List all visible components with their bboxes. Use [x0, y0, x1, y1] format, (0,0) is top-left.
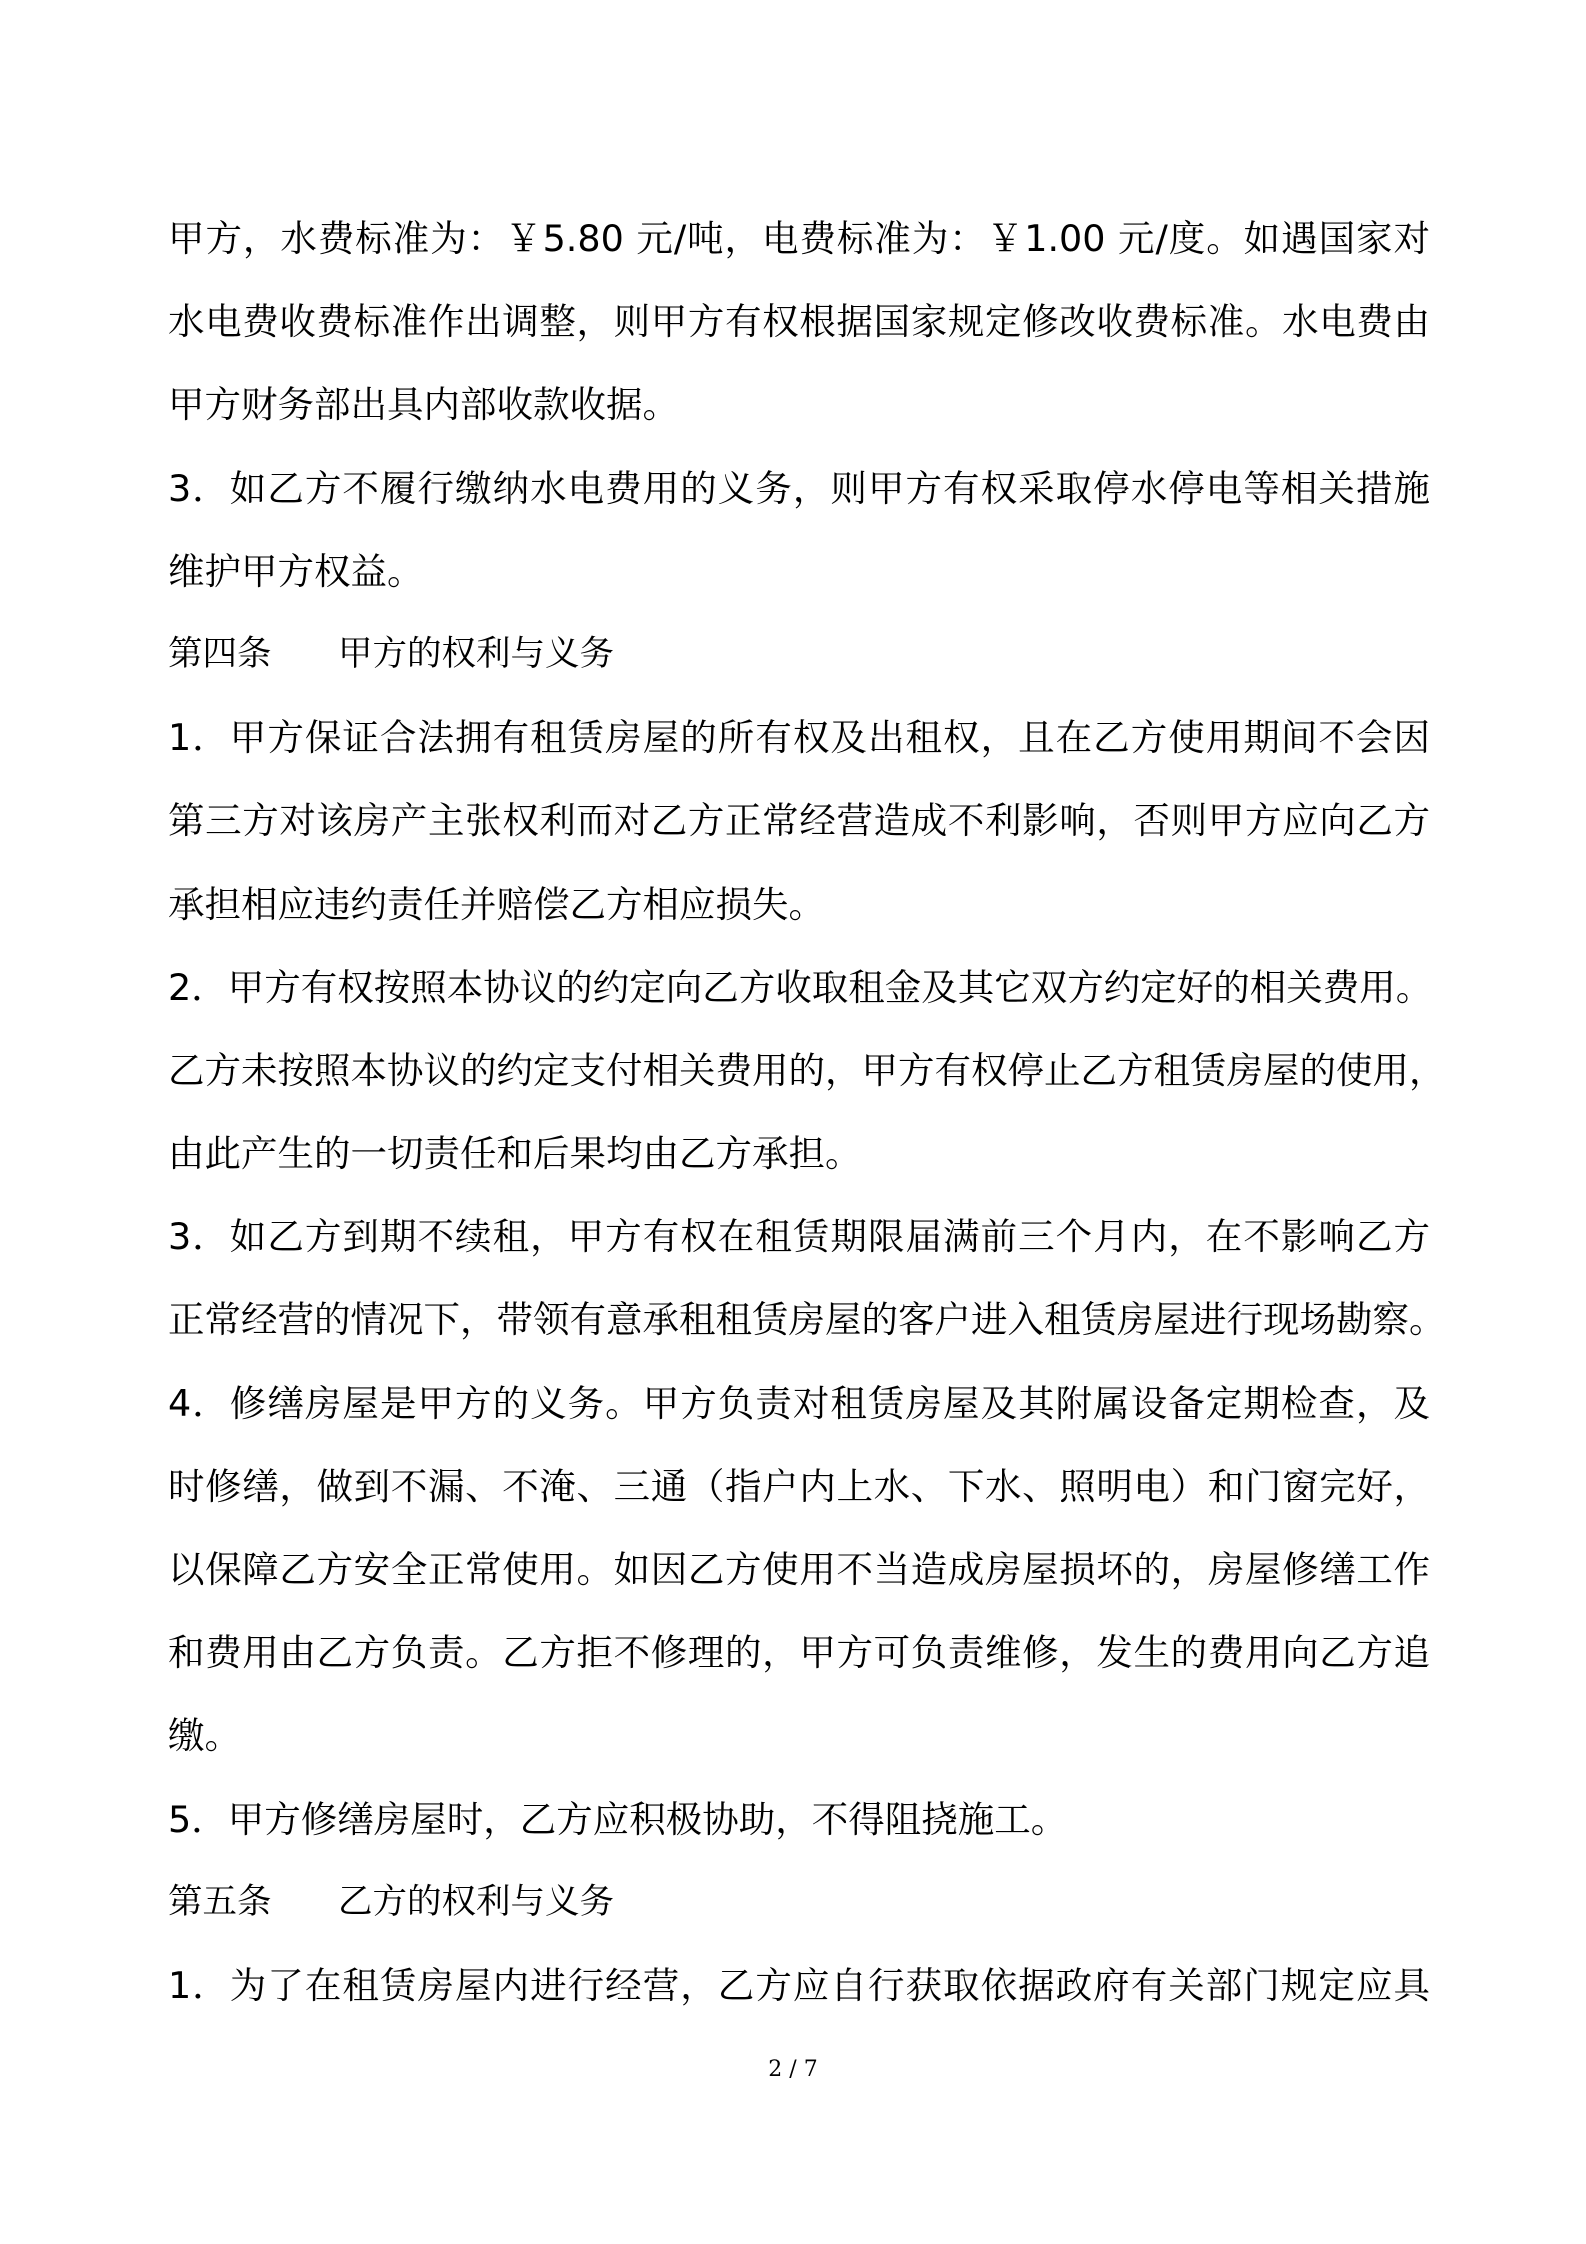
text-line: 1．甲方保证合法拥有租赁房屋的所有权及出租权，且在乙方使用期间不会因: [168, 716, 1430, 760]
text-line: 甲方财务部出具内部收款收据。: [168, 383, 679, 427]
text-line: 第三方对该房产主张权利而对乙方正常经营造成不利影响，否则甲方应向乙方: [168, 799, 1430, 843]
text-line: 由此产生的一切责任和后果均由乙方承担。: [168, 1132, 862, 1176]
text-line: 维护甲方权益。: [168, 549, 424, 593]
article-heading: [168, 1861, 1430, 1944]
article-title: 乙方的权利与义务: [338, 1881, 614, 1922]
text-line: 缴。: [168, 1714, 241, 1758]
text-line: 3．如乙方不履行缴纳水电费用的义务，则甲方有权采取停水停电等相关措施: [168, 466, 1430, 510]
article-number: 第四条: [168, 633, 272, 674]
text-line: 和费用由乙方负责。乙方拒不修理的，甲方可负责维修，发生的费用向乙方追: [168, 1631, 1430, 1675]
text-line: 3．如乙方到期不续租，甲方有权在租赁期限届满前三个月内，在不影响乙方: [168, 1215, 1430, 1259]
article-number: 第五条: [168, 1881, 272, 1922]
text-line: 以保障乙方安全正常使用。如因乙方使用不当造成房屋损坏的，房屋修缮工作: [168, 1548, 1430, 1591]
article-heading: [168, 613, 1430, 696]
text-line: 2．甲方有权按照本协议的约定向乙方收取租金及其它双方约定好的相关费用。: [168, 965, 1433, 1009]
text-line: 5．甲方修缮房屋时，乙方应积极协助，不得阻挠施工。: [168, 1797, 1068, 1841]
text-line: 时修缮，做到不漏、不淹、三通（指户内上水、下水、照明电）和门窗完好，: [168, 1464, 1430, 1508]
text-line: 正常经营的情况下，带领有意承租租赁房屋的客户进入租赁房屋进行现场勘察。: [168, 1298, 1446, 1342]
text-line: 4．修缮房屋是甲方的义务。甲方负责对租赁房屋及其附属设备定期检查，及: [168, 1381, 1430, 1425]
page-number: 2 / 7: [768, 2057, 818, 2082]
text-line: 乙方未按照本协议的约定支付相关费用的，甲方有权停止乙方租赁房屋的使用，: [168, 1048, 1446, 1092]
text-line: 甲方，水费标准为：￥5.80 元/吨，电费标准为：￥1.00 元/度。如遇国家对: [168, 217, 1430, 260]
text-line: 承担相应违约责任并赔偿乙方相应损失。: [168, 882, 825, 926]
text-line: 水电费收费标准作出调整，则甲方有权根据国家规定修改收费标准。水电费由: [168, 300, 1430, 344]
document-body: [168, 197, 1446, 2027]
article-title: 甲方的权利与义务: [338, 633, 614, 674]
text-line: 1．为了在租赁房屋内进行经营，乙方应自行获取依据政府有关部门规定应具: [168, 1963, 1430, 2007]
